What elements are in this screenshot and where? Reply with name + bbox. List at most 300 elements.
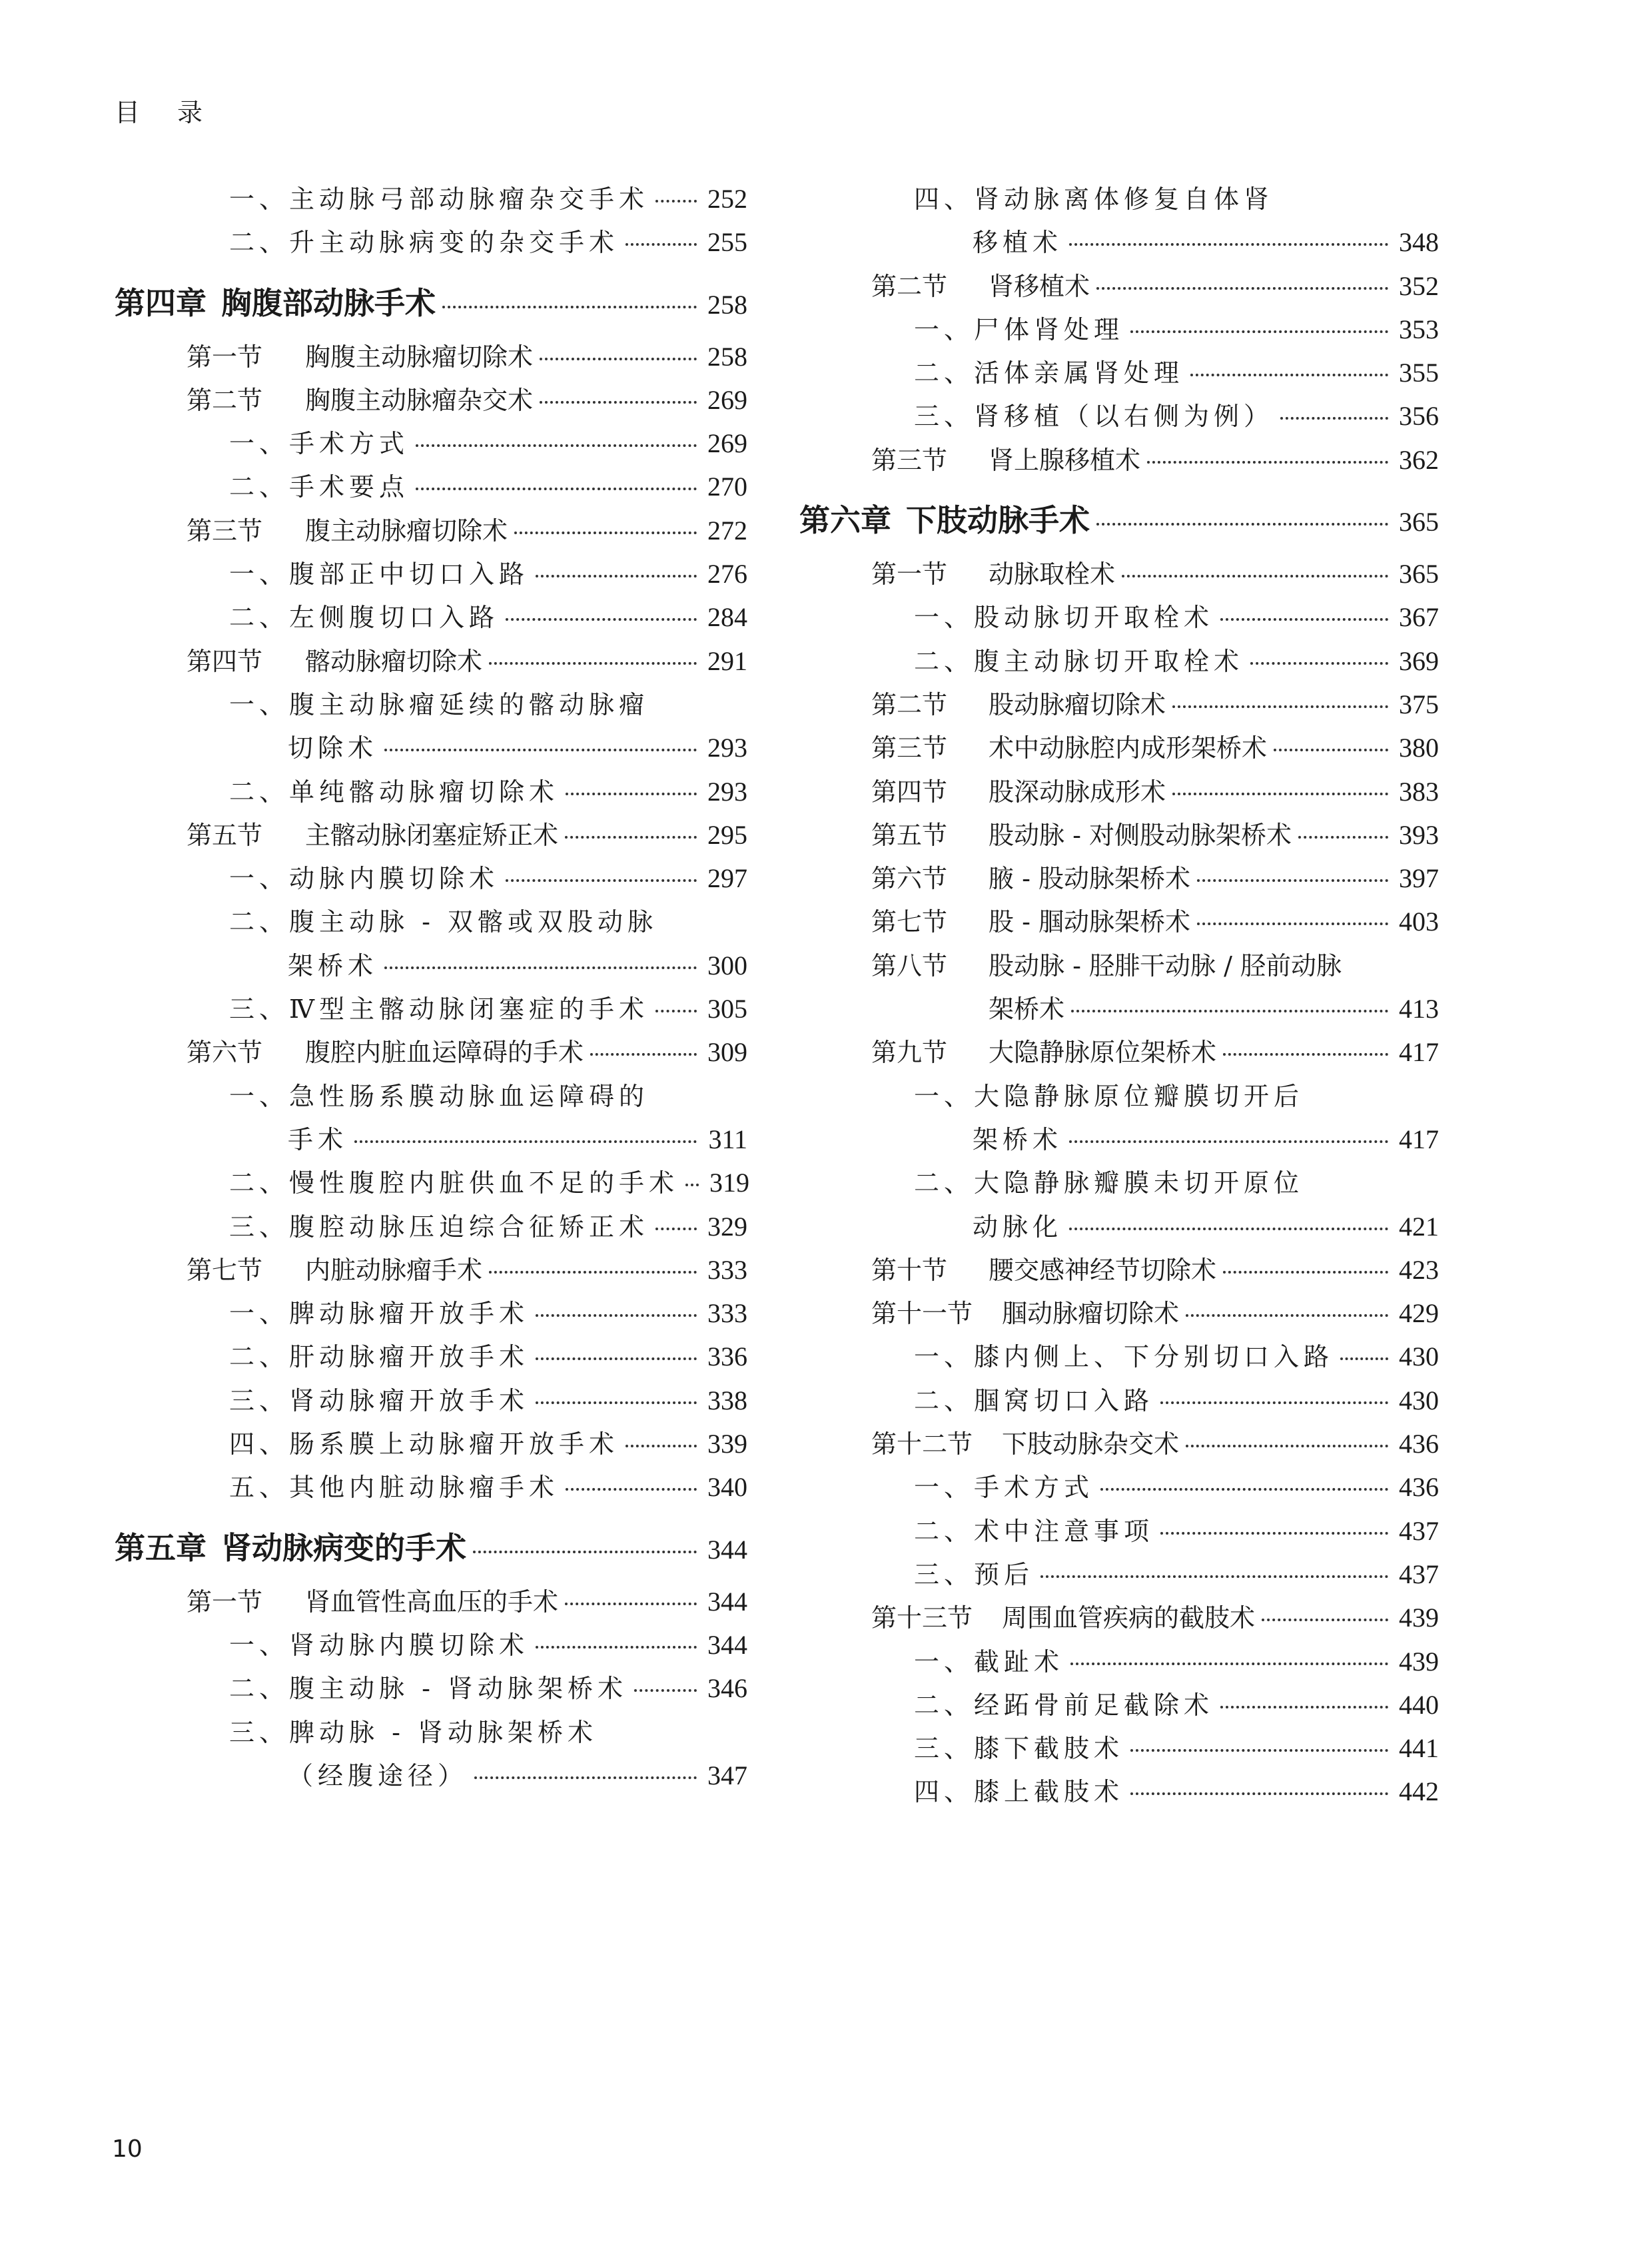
dot-leader (536, 575, 697, 577)
page-number-ref: 440 (1399, 1689, 1439, 1720)
entry-title: 大隐静脉原位架桥术 (989, 1038, 1217, 1068)
page-number-ref: 365 (1399, 507, 1439, 538)
page-number-ref: 369 (1399, 645, 1439, 676)
entry-title: 架桥术 (989, 994, 1065, 1024)
section-number: 第四节 (187, 646, 263, 676)
page-number-ref: 423 (1399, 1254, 1439, 1285)
entry-title: 胸腹主动脉瘤切除术 (305, 342, 534, 372)
dot-leader (565, 1603, 697, 1605)
chapter-number: 第四章 (115, 284, 206, 321)
toc-subsection-entry (115, 771, 747, 815)
page-number-ref: 309 (707, 1037, 747, 1068)
toc-subsection-entry (115, 945, 747, 988)
entry-title: 一、膝内侧上、下分别切口入路 (914, 1342, 1334, 1372)
entry-title: 腰交感神经节切除术 (989, 1255, 1217, 1285)
section-number: 第十二节 (871, 1429, 973, 1459)
toc-subsection-entry (799, 1206, 1439, 1250)
dot-leader (1172, 705, 1388, 708)
page-number-ref: 356 (1399, 401, 1439, 432)
page-number-ref: 339 (707, 1429, 747, 1459)
page-number-ref: 346 (707, 1673, 747, 1704)
entry-title: 二、术中注意事项 (914, 1516, 1154, 1546)
page-number-ref: 347 (707, 1760, 747, 1790)
toc-subsection-entry (799, 179, 1439, 222)
entry-title: 动脉取栓术 (989, 560, 1116, 589)
toc-section-entry (799, 1293, 1439, 1336)
chapter-title: 下肢动脉手术 (906, 502, 1090, 539)
toc-subsection-entry (115, 554, 747, 597)
page-number-ref: 291 (707, 645, 747, 676)
dot-leader (655, 1228, 697, 1230)
entry-title: 股动脉 - 对侧股动脉架桥术 (989, 820, 1292, 850)
page-number-ref: 344 (707, 1586, 747, 1617)
page-number-ref: 397 (1399, 863, 1439, 894)
dot-leader (565, 836, 697, 839)
toc-subsection-entry (115, 1336, 747, 1379)
dot-leader (536, 1314, 697, 1317)
toc-section-entry (799, 684, 1439, 727)
page-number-ref: 284 (707, 602, 747, 633)
toc-subsection-entry (115, 901, 747, 944)
page-number-ref: 439 (1399, 1603, 1439, 1633)
entry-title: 髂动脉瘤切除术 (305, 646, 483, 676)
toc-subsection-entry (799, 352, 1439, 396)
section-number: 第八节 (871, 950, 948, 980)
page-number-ref: 252 (707, 184, 747, 214)
toc-subsection-entry (115, 222, 747, 265)
dot-leader (1274, 749, 1388, 751)
entry-title: 一、动脉内膜切除术 (229, 864, 500, 894)
entry-title: 二、腹主动脉 - 肾动脉架桥术 (229, 1674, 627, 1704)
section-number: 第十节 (871, 1255, 948, 1285)
toc-subsection-entry (799, 1684, 1439, 1728)
entry-title: 二、腹主动脉 - 双髂或双股动脉 (229, 907, 657, 937)
page-number-ref: 348 (1399, 227, 1439, 258)
entry-title: 二、左侧腹切口入路 (229, 603, 500, 633)
toc-section-entry (799, 901, 1439, 944)
page-number-ref: 293 (707, 733, 747, 763)
page-number-ref: 421 (1399, 1211, 1439, 1242)
entry-title: 二、单纯髂动脉瘤切除术 (229, 777, 560, 807)
entry-title: 架桥术 (288, 950, 378, 980)
dot-leader (685, 1184, 699, 1186)
dot-leader (1069, 243, 1388, 246)
toc-subsection-entry (799, 1467, 1439, 1510)
toc-subsection-entry (799, 309, 1439, 352)
entry-title: 二、腹主动脉切开取栓术 (914, 646, 1244, 676)
toc-section-entry (799, 815, 1439, 858)
toc-subsection-entry (115, 1119, 747, 1162)
toc-section-entry (115, 336, 747, 380)
toc-chapter-entry (799, 496, 1439, 546)
section-number: 第六节 (871, 864, 948, 894)
entry-title: 股深动脉成形术 (989, 777, 1166, 807)
toc-section-entry (115, 380, 747, 423)
toc-subsection-entry (115, 1467, 747, 1510)
toc-subsection-entry (115, 1625, 747, 1668)
toc-section-entry (115, 1250, 747, 1293)
entry-title: 下肢动脉杂交术 (1002, 1429, 1180, 1459)
page-number-ref: 437 (1399, 1515, 1439, 1546)
dot-leader (442, 306, 697, 308)
page-number-ref: 305 (707, 994, 747, 1024)
toc-subsection-entry (115, 1755, 747, 1798)
dot-leader (1122, 575, 1388, 577)
toc-section-entry (799, 1250, 1439, 1293)
toc-column-right (799, 179, 1439, 1815)
page-number-ref: 430 (1399, 1385, 1439, 1415)
entry-title: （经腹途径） (288, 1760, 468, 1790)
dot-leader (1040, 1575, 1388, 1578)
toc-subsection-entry (799, 222, 1439, 265)
dot-leader (540, 358, 697, 360)
dot-leader (1280, 417, 1388, 420)
section-number: 第三节 (187, 516, 263, 546)
entry-title: 四、肾动脉离体修复自体肾 (914, 185, 1274, 214)
entry-title: 二、手术要点 (229, 472, 410, 502)
dot-leader (1197, 879, 1388, 882)
toc-subsection-entry (115, 423, 747, 466)
toc-subsection-entry (799, 396, 1439, 439)
entry-title: 二、升主动脉病变的杂交手术 (229, 228, 620, 258)
page-number-ref: 417 (1399, 1037, 1439, 1068)
dot-leader (1172, 793, 1388, 795)
toc-section-entry (115, 1581, 747, 1625)
dot-leader (1186, 1314, 1388, 1317)
entry-title: 四、膝上截肢术 (914, 1777, 1124, 1807)
toc-subsection-entry (115, 988, 747, 1032)
toc-subsection-entry (799, 1336, 1439, 1379)
toc-subsection-entry (115, 1293, 747, 1336)
entry-title: 二、慢性腹腔内脏供血不足的手术 (229, 1168, 679, 1198)
page-number-ref: 353 (1399, 314, 1439, 344)
dot-leader (1160, 1401, 1388, 1404)
toc-subsection-entry (799, 1119, 1439, 1162)
entry-title: 五、其他内脏动脉瘤手术 (229, 1473, 560, 1503)
section-number: 第二节 (871, 689, 948, 719)
page-number-ref: 333 (707, 1298, 747, 1329)
toc-subsection-entry (799, 1771, 1439, 1814)
entry-title: 股动脉 - 胫腓干动脉 / 胫前动脉 (989, 950, 1342, 980)
page-number-ref: 383 (1399, 776, 1439, 807)
entry-title: 一、腹主动脉瘤延续的髂动脉瘤 (229, 689, 649, 719)
dot-leader (1070, 1663, 1388, 1665)
running-header: 目录 (115, 98, 240, 127)
dot-leader (354, 1140, 697, 1143)
section-number: 第四节 (871, 777, 948, 807)
page-number-ref: 413 (1399, 994, 1439, 1024)
page-number-ref: 340 (707, 1472, 747, 1503)
page-number-ref: 319 (709, 1168, 750, 1198)
page-number-ref: 417 (1399, 1124, 1439, 1154)
toc-subsection-entry (799, 1076, 1439, 1119)
page-number-ref: 300 (707, 950, 747, 980)
toc-subsection-entry (799, 1511, 1439, 1554)
toc-subsection-entry (799, 597, 1439, 640)
dot-leader (1262, 1619, 1388, 1621)
toc-column-left (115, 179, 750, 1798)
entry-title: 一、手术方式 (229, 429, 410, 459)
entry-title: 肾移植术 (989, 271, 1090, 301)
entry-title: 三、肾移植（以右侧为例） (914, 402, 1274, 432)
entry-title: 三、脾动脉 - 肾动脉架桥术 (229, 1717, 598, 1747)
dot-leader (1186, 1445, 1388, 1447)
page-number: 10 (112, 2135, 143, 2163)
page-number-ref: 258 (707, 289, 747, 320)
entry-title: 二、经跖骨前足截除术 (914, 1690, 1214, 1720)
chapter-number: 第六章 (799, 502, 891, 539)
dot-leader (1147, 461, 1388, 464)
entry-title: 动脉化 (973, 1212, 1063, 1242)
page-number-ref: 380 (1399, 733, 1439, 763)
dot-leader (506, 879, 697, 882)
toc-subsection-entry (115, 684, 747, 727)
toc-subsection-entry (115, 1206, 747, 1250)
toc-section-entry (115, 815, 747, 858)
page-number-ref: 338 (707, 1385, 747, 1415)
dot-leader (514, 532, 697, 534)
toc-chapter-entry (115, 279, 747, 328)
dot-leader (384, 749, 697, 751)
page-number-ref: 255 (707, 227, 747, 258)
page-number-ref: 344 (707, 1534, 747, 1565)
dot-leader (566, 793, 697, 795)
dot-leader (655, 1010, 697, 1012)
toc-section-entry (799, 266, 1439, 309)
entry-title: 周围血管疾病的截肢术 (1002, 1603, 1256, 1633)
dot-leader (634, 1689, 697, 1692)
entry-title: 肾上腺移植术 (989, 445, 1141, 475)
dot-leader (566, 1488, 697, 1491)
dot-leader (1223, 1271, 1388, 1274)
section-number: 第五节 (187, 820, 263, 850)
dot-leader (416, 444, 697, 447)
section-number: 第二节 (187, 385, 263, 415)
dot-leader (489, 1271, 697, 1274)
dot-leader (1220, 1706, 1388, 1708)
section-number: 第一节 (871, 560, 948, 589)
page-number-ref: 297 (707, 863, 747, 894)
toc-section-entry (799, 1597, 1439, 1641)
entry-title: 切除术 (288, 733, 378, 763)
toc-section-entry (799, 945, 1439, 988)
toc-section-entry (799, 988, 1439, 1032)
chapter-title: 肾动脉病变的手术 (221, 1529, 466, 1566)
section-number: 第一节 (187, 1587, 263, 1617)
dot-leader (1190, 374, 1388, 376)
section-number: 第九节 (871, 1038, 948, 1068)
entry-title: 三、腹腔动脉压迫综合征矫正术 (229, 1212, 649, 1242)
section-number: 第七节 (187, 1255, 263, 1285)
toc-section-entry (799, 440, 1439, 483)
entry-title: 术中动脉腔内成形架桥术 (989, 733, 1268, 763)
page-number-ref: 352 (1399, 270, 1439, 301)
dot-leader (1069, 1140, 1388, 1143)
page-number-ref: 336 (707, 1341, 747, 1372)
entry-title: 移植术 (973, 228, 1063, 258)
toc-subsection-entry (115, 597, 747, 640)
dot-leader (1096, 523, 1388, 526)
section-number: 第三节 (871, 445, 948, 475)
dot-leader (1197, 923, 1388, 925)
dot-leader (506, 618, 697, 621)
toc-section-entry (799, 554, 1439, 597)
entry-title: 三、膝下截肢术 (914, 1734, 1124, 1764)
toc-subsection-entry (115, 1712, 747, 1755)
page-number-ref: 295 (707, 819, 747, 850)
entry-title: 胸腹主动脉瘤杂交术 (305, 385, 534, 415)
section-number: 第三节 (871, 733, 948, 763)
entry-title: 腹主动脉瘤切除术 (305, 516, 508, 546)
toc-subsection-entry (115, 858, 747, 901)
page-number-ref: 436 (1399, 1429, 1439, 1459)
toc-section-entry (799, 1423, 1439, 1467)
toc-subsection-entry (115, 1076, 747, 1119)
page-number-ref: 430 (1399, 1341, 1439, 1372)
toc-subsection-entry (799, 1162, 1439, 1206)
entry-title: 手术 (288, 1124, 348, 1154)
entry-title: 三、预后 (914, 1559, 1034, 1589)
entry-title: 架桥术 (973, 1124, 1063, 1154)
section-number: 第二节 (871, 271, 948, 301)
chapter-title: 胸腹部动脉手术 (221, 284, 436, 321)
page-number-ref: 269 (707, 428, 747, 459)
dot-leader (1223, 1053, 1388, 1056)
page-number-ref: 333 (707, 1254, 747, 1285)
entry-title: 二、肝动脉瘤开放手术 (229, 1342, 530, 1372)
page-number-ref: 311 (708, 1124, 747, 1154)
page-number-ref: 429 (1399, 1298, 1439, 1329)
entry-title: 一、手术方式 (914, 1473, 1094, 1503)
entry-title: 肾血管性高血压的手术 (305, 1587, 559, 1617)
dot-leader (625, 243, 697, 246)
dot-leader (625, 1445, 697, 1447)
page-number-ref: 367 (1399, 602, 1439, 633)
toc-section-entry (799, 858, 1439, 901)
toc-subsection-entry (799, 1554, 1439, 1597)
entry-title: 一、股动脉切开取栓术 (914, 603, 1214, 633)
toc-subsection-entry (799, 641, 1439, 684)
section-number: 第十一节 (871, 1299, 973, 1329)
toc-section-entry (799, 1032, 1439, 1075)
dot-leader (655, 200, 697, 202)
section-number: 第十三节 (871, 1603, 973, 1633)
dot-leader (1096, 287, 1388, 290)
toc-subsection-entry (799, 1380, 1439, 1423)
dot-leader (1100, 1488, 1388, 1491)
toc-subsection-entry (115, 1380, 747, 1423)
dot-leader (1340, 1357, 1388, 1360)
entry-title: 内脏动脉瘤手术 (305, 1255, 483, 1285)
entry-title: 二、大隐静脉瓣膜未切开原位 (914, 1168, 1304, 1198)
section-number: 第一节 (187, 342, 263, 372)
entry-title: 三、肾动脉瘤开放手术 (229, 1385, 530, 1415)
page-number-ref: 272 (707, 515, 747, 546)
toc-subsection-entry (115, 466, 747, 510)
entry-title: 腘动脉瘤切除术 (1002, 1299, 1180, 1329)
page-number-ref: 355 (1399, 358, 1439, 388)
dot-leader (536, 1357, 697, 1360)
dot-leader (489, 662, 697, 665)
dot-leader (473, 1551, 697, 1553)
toc-subsection-entry (115, 1423, 747, 1467)
page-number-ref: 439 (1399, 1646, 1439, 1677)
entry-title: 三、Ⅳ型主髂动脉闭塞症的手术 (229, 994, 649, 1024)
entry-title: 一、急性肠系膜动脉血运障碍的 (229, 1081, 649, 1111)
dot-leader (1130, 1749, 1388, 1752)
dot-leader (1069, 1228, 1388, 1230)
page-number-ref: 393 (1399, 819, 1439, 850)
entry-title: 腹腔内脏血运障碍的手术 (305, 1038, 584, 1068)
dot-leader (1130, 1792, 1388, 1795)
entry-title: 主髂动脉闭塞症矫正术 (305, 820, 559, 850)
entry-title: 一、截趾术 (914, 1647, 1064, 1677)
section-number: 第七节 (871, 907, 948, 937)
dot-leader (1130, 330, 1388, 333)
entry-title: 二、活体亲属肾处理 (914, 358, 1184, 388)
dot-leader (1160, 1532, 1388, 1535)
section-number: 第六节 (187, 1038, 263, 1068)
entry-title: 股 - 腘动脉架桥术 (989, 907, 1190, 937)
entry-title: 腋 - 股动脉架桥术 (989, 864, 1190, 894)
toc-subsection-entry (115, 1162, 750, 1206)
section-number: 第五节 (871, 820, 948, 850)
page-number-ref: 293 (707, 776, 747, 807)
toc-section-entry (799, 771, 1439, 815)
entry-title: 二、腘窝切口入路 (914, 1385, 1154, 1415)
dot-leader (474, 1776, 697, 1779)
entry-title: 一、肾动脉内膜切除术 (229, 1630, 530, 1660)
dot-leader (536, 1401, 697, 1404)
entry-title: 一、大隐静脉原位瓣膜切开后 (914, 1081, 1304, 1111)
page-number-ref: 375 (1399, 689, 1439, 719)
page-number-ref: 276 (707, 559, 747, 589)
toc-subsection-entry (115, 1668, 747, 1711)
page-number-ref: 362 (1399, 444, 1439, 475)
toc-subsection-entry (115, 727, 747, 771)
page-number-ref: 437 (1399, 1559, 1439, 1589)
dot-leader (1071, 1010, 1388, 1012)
dot-leader (1298, 836, 1388, 839)
entry-title: 一、脾动脉瘤开放手术 (229, 1299, 530, 1329)
dot-leader (540, 401, 697, 404)
page-number-ref: 403 (1399, 907, 1439, 937)
toc-section-entry (115, 510, 747, 554)
toc-subsection-entry (799, 1641, 1439, 1684)
toc-subsection-entry (799, 1728, 1439, 1771)
toc-section-entry (115, 641, 747, 684)
dot-leader (1220, 618, 1388, 621)
toc-section-entry (799, 727, 1439, 771)
toc-section-entry (115, 1032, 747, 1075)
entry-title: 一、腹部正中切口入路 (229, 560, 530, 589)
page-number-ref: 344 (707, 1629, 747, 1660)
dot-leader (590, 1053, 697, 1056)
entry-title: 一、主动脉弓部动脉瘤杂交手术 (229, 185, 649, 214)
page-number-ref: 436 (1399, 1472, 1439, 1503)
dot-leader (384, 966, 697, 969)
page-number-ref: 441 (1399, 1733, 1439, 1764)
entry-title: 一、尸体肾处理 (914, 314, 1124, 344)
toc-chapter-entry (115, 1524, 747, 1573)
page-number-ref: 270 (707, 472, 747, 502)
page-number-ref: 442 (1399, 1776, 1439, 1807)
page-number-ref: 365 (1399, 559, 1439, 589)
dot-leader (1250, 662, 1388, 665)
page-number-ref: 329 (707, 1211, 747, 1242)
entry-title: 股动脉瘤切除术 (989, 689, 1166, 719)
dot-leader (536, 1646, 697, 1649)
